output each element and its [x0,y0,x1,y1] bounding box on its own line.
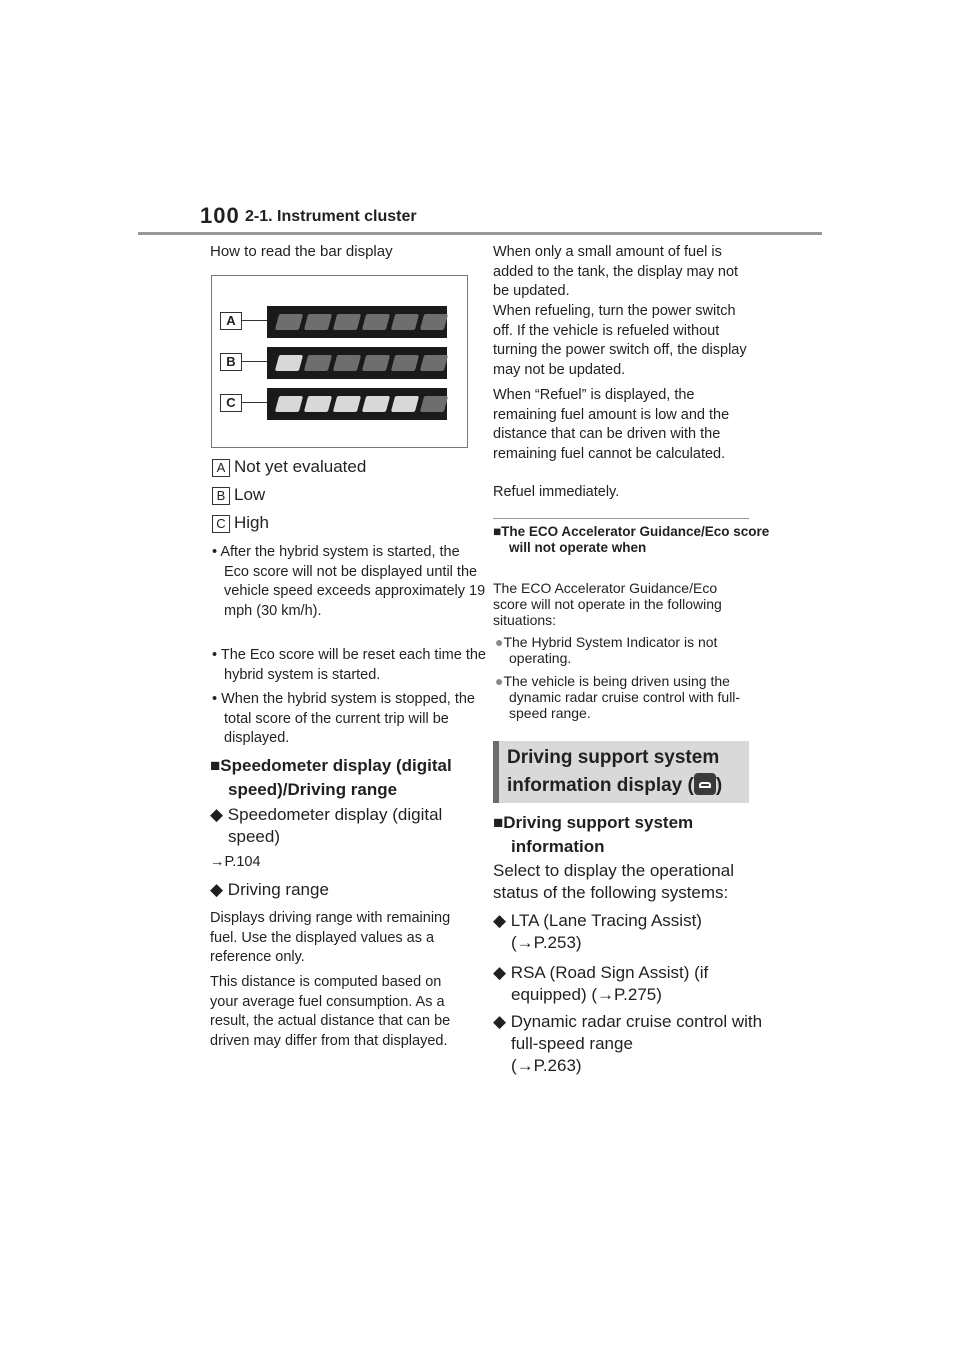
bar-segment [304,396,332,412]
sub-item-speedometer: ◆ Speedometer display (digital speed) [210,805,443,846]
legend-item [212,484,265,506]
figure-label-a: A [220,312,242,330]
figure-caption: How to read the bar display [210,243,393,260]
legend-key: B [212,487,230,505]
bar-segment [275,355,303,371]
paragraph: When “Refuel” is displayed, the remaining fuel amount is low and the distance that can be driven with the remaining fuel cannot be calculated. [493,387,730,462]
legend-item [212,512,269,534]
paragraph: Select to display the operational status of the following systems: [493,861,734,902]
paragraph: Refuel immediately. [493,484,620,500]
bar-segment [391,314,419,330]
legend-text: Not yet evaluated [234,457,367,476]
paragraph: The ECO Accelerator Guidance/Eco score will not operate in the following situations: [493,580,722,628]
page-number: 100 [200,203,240,228]
bar-segment [420,396,448,412]
list-item: ●The Hybrid System Indicator is not operating. [495,634,718,666]
figure-label-b: B [220,353,242,371]
paragraph: When refueling, turn the power switch off. If the vehicle is refueled without turning the power switch off, the display may not be updated. [493,303,747,378]
bar-segment [333,355,361,371]
eco-heading: ■The ECO Accelerator Guidance/Eco score will not operate when [493,524,770,555]
eco-bar-c [267,388,447,420]
system-item: ◆ LTA (Lane Tracing Assist) (→P.253) [493,911,702,952]
box-title-line1: Driving support system [507,747,720,768]
system-item: ◆ Dynamic radar cruise control with full-speed range (→P.263) [493,1012,763,1075]
paragraph: Displays driving range with remaining fuel. Use the displayed values as a reference only. [210,910,451,965]
eco-bar-b [267,347,447,379]
section-divider [493,518,749,519]
bar-display-figure [211,275,468,448]
paragraph: This distance is computed based on your average fuel consumption. As a result, the actual distance that can be driven may differ from that displayed. [210,974,451,1049]
note-item: • When the hybrid system is stopped, the total score of the current trip will be displayed. [212,691,475,746]
bar-segment [420,314,448,330]
bar-segment [333,396,361,412]
subsection-heading: ■Speedometer display (digital speed)/Driving range [210,756,452,799]
system-item: ◆ RSA (Road Sign Assist) (if equipped) (→P.275) [493,963,709,1004]
bar-segment [275,396,303,412]
figure-label-c: C [220,394,242,412]
section-box-heading [493,741,749,803]
page-reference: →P.104 [210,854,261,870]
bar-segment [391,396,419,412]
bar-segment [304,314,332,330]
legend-text: Low [234,485,266,504]
legend-item [212,456,366,478]
bar-segment [275,314,303,330]
eco-bar-a [267,306,447,338]
bar-segment [333,314,361,330]
section-title: 2-1. Instrument cluster [245,208,417,225]
legend-key: C [212,515,230,533]
legend-text: High [234,513,269,532]
bar-segment [420,355,448,371]
bar-segment [304,355,332,371]
list-item: ●The vehicle is being driven using the dynamic radar cruise control with full-speed range. [495,673,741,721]
bar-segment [391,355,419,371]
header-rule [138,232,822,235]
sub-item-driving-range: ◆ Driving range [210,880,329,899]
bar-segment [362,396,390,412]
bar-segment [362,355,390,371]
note-item: • The Eco score will be reset each time the hybrid system is started. [212,647,486,683]
driving-support-icon [694,773,716,795]
note-item: • After the hybrid system is started, the Eco score will not be displayed until the vehicle speed exceeds approximately 19 mph (30 km/h). [212,544,486,619]
legend-key: A [212,459,230,477]
subsection-heading: ■Driving support system information [493,813,694,856]
paragraph: When only a small amount of fuel is added to the tank, the display may not be updated. [493,244,739,299]
bar-segment [362,314,390,330]
box-title-line2: information display ( ) [507,775,723,796]
